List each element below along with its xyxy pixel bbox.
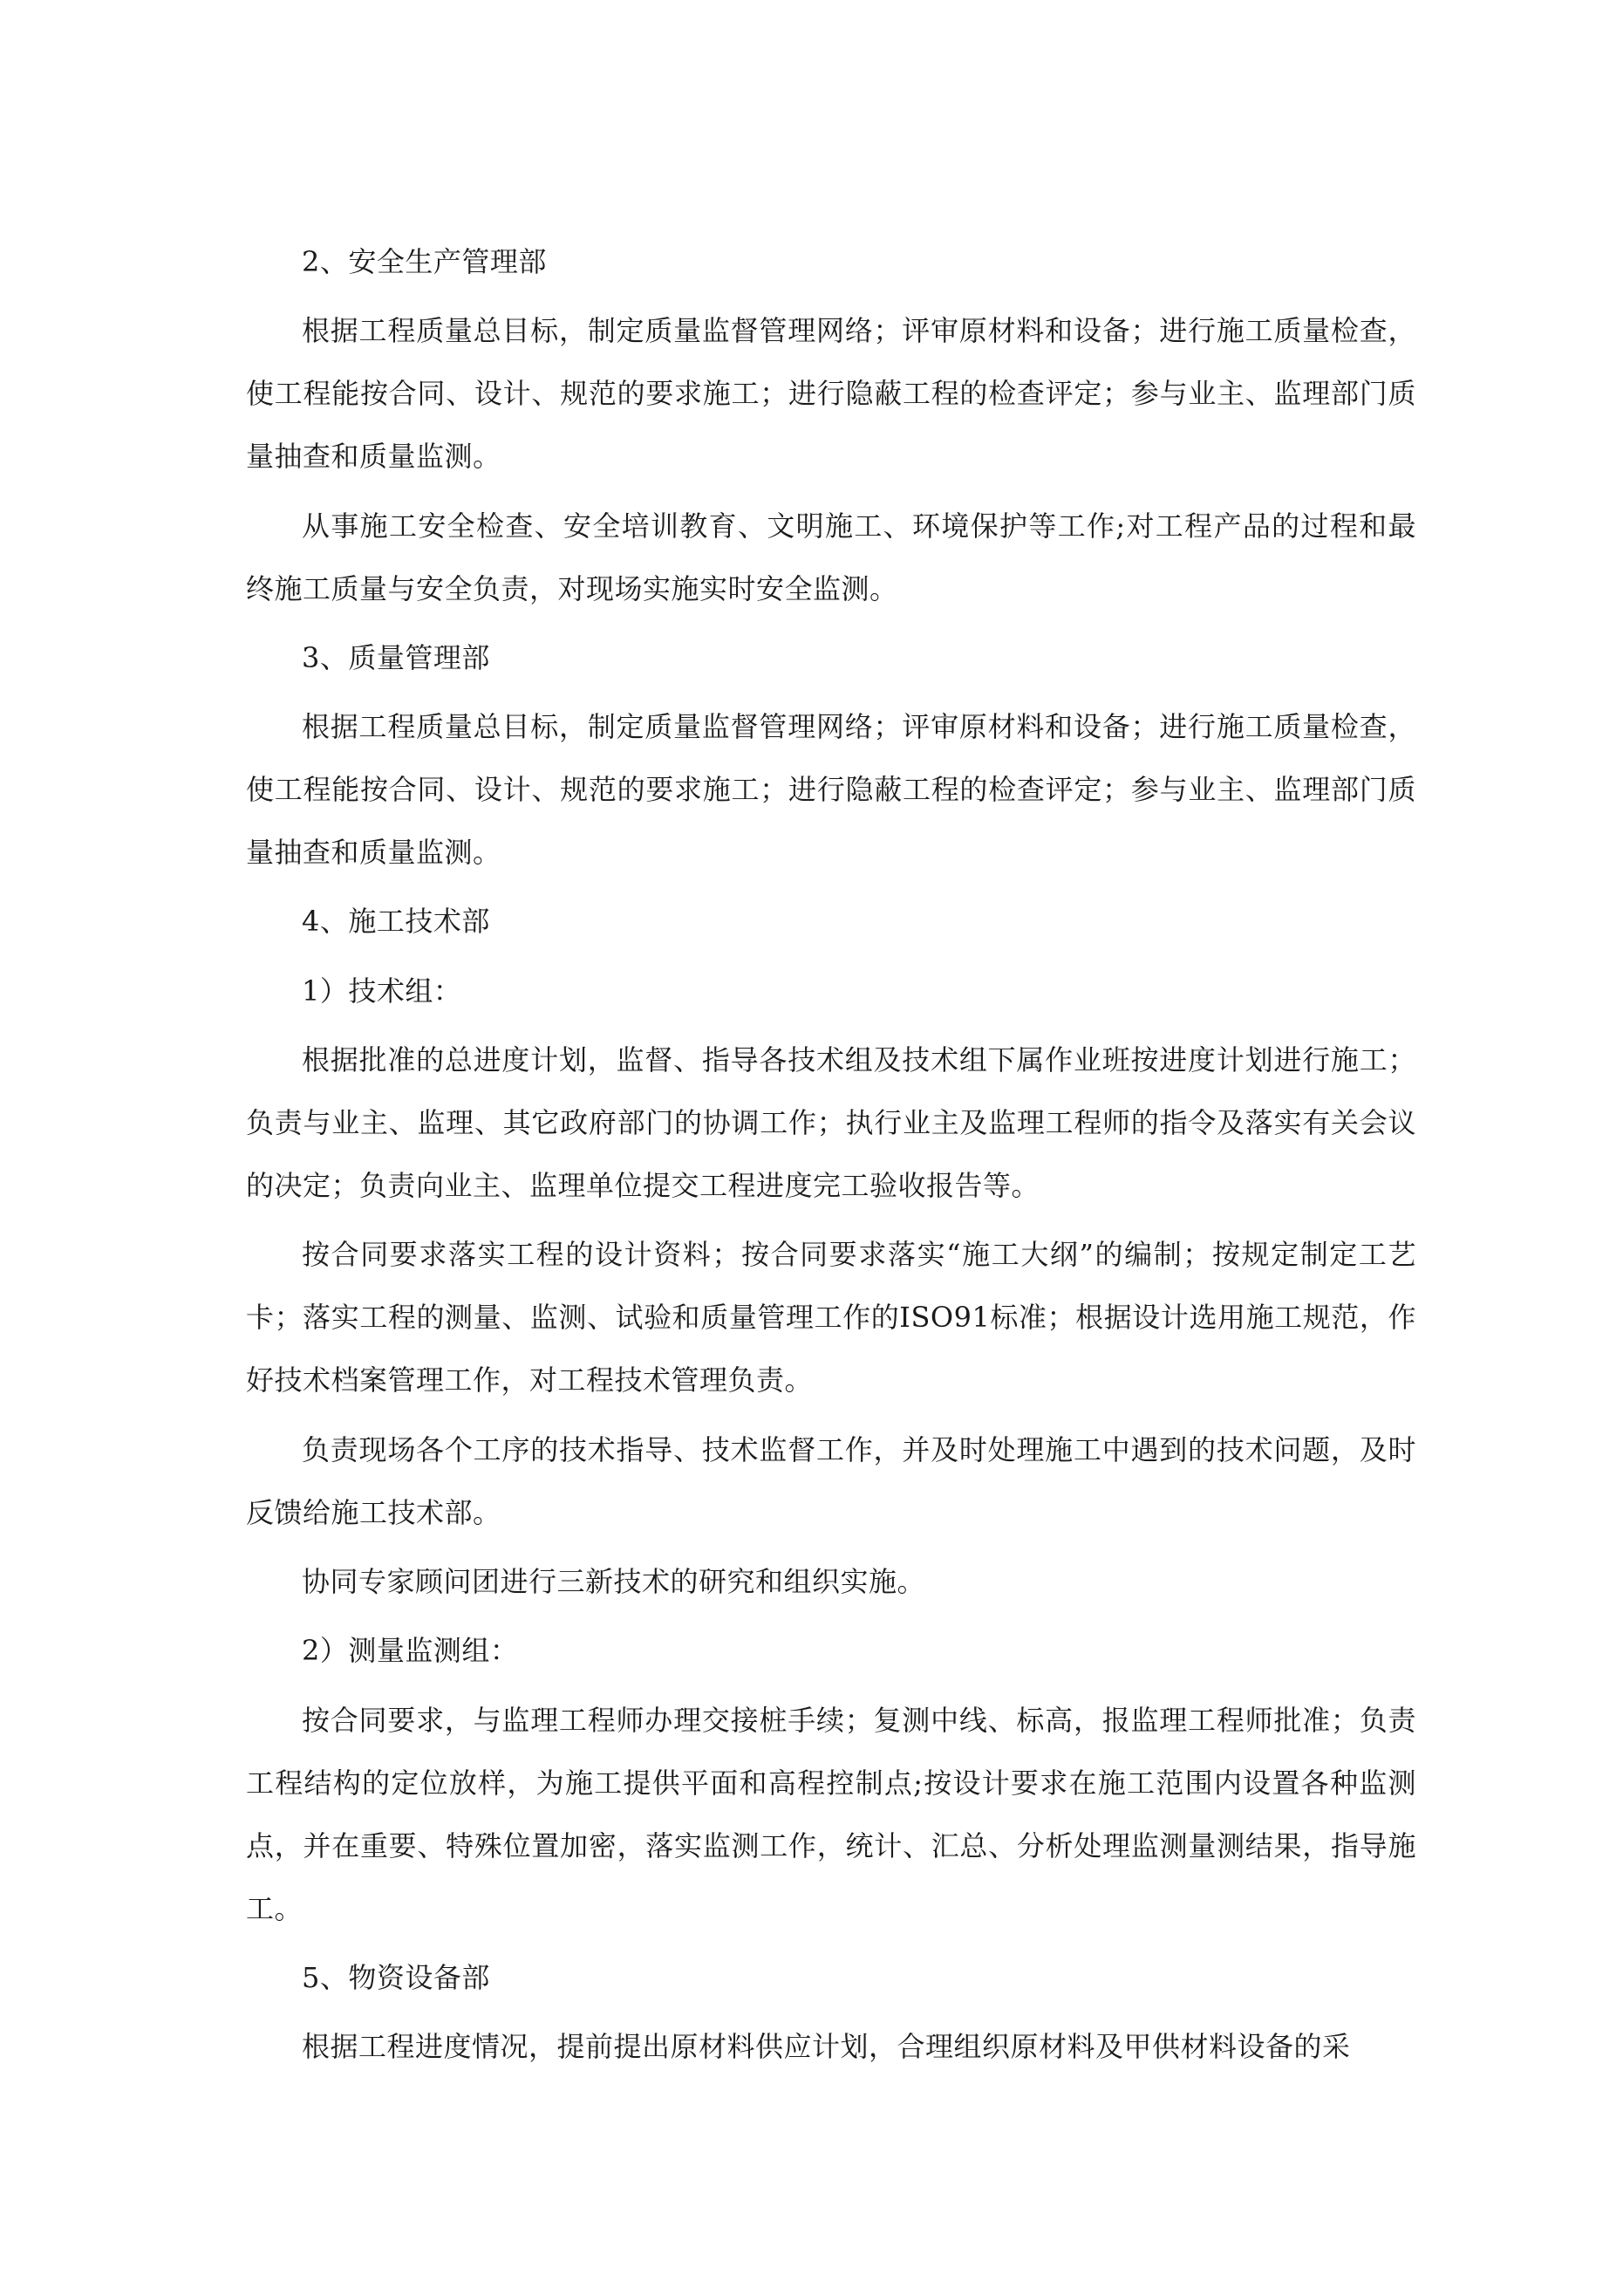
subsection-heading-survey-group: 2）测量监测组： xyxy=(302,1634,519,1668)
document-body xyxy=(246,230,1416,2084)
section-heading-technical: 4、施工技术部 xyxy=(302,905,490,939)
paragraph: 根据工程质量总目标，制定质量监督管理网络；评审原材料和设备；进行施工质量检查，使工程能按合同、设计、规范的要求施工；进行隐蔽工程的检查评定；参与业主、监理部门质量抽查和质量监测。 xyxy=(246,314,1416,474)
paragraph: 按合同要求落实工程的设计资料；按合同要求落实“施工大纲”的编制；按规定制定工艺卡；落实工程的测量、监测、试验和质量管理工作的ISO91标准；根据设计选用施工规范，作好技术档案管理工作，对工程技术管理负责。 xyxy=(246,1238,1416,1397)
section-heading-quality: 3、质量管理部 xyxy=(302,640,490,674)
subsection-heading-tech-group: 1）技术组： xyxy=(302,974,462,1008)
paragraph: 根据工程进度情况，提前提出原材料供应计划，合理组织原材料及甲供材料设备的采 xyxy=(302,2030,1351,2064)
paragraph: 根据批准的总进度计划，监督、指导各技术组及技术组下属作业班按进度计划进行施工；负责与业主、监理、其它政府部门的协调工作；执行业主及监理工程师的指令及落实有关会议的决定；负责向业主、监理单位提交工程进度完工验收报告等。 xyxy=(246,1043,1416,1203)
paragraph: 根据工程质量总目标，制定质量监督管理网络；评审原材料和设备；进行施工质量检查，使工程能按合同、设计、规范的要求施工；进行隐蔽工程的检查评定；参与业主、监理部门质量抽查和质量监测。 xyxy=(246,710,1416,870)
paragraph: 协同专家顾问团进行三新技术的研究和组织实施。 xyxy=(302,1564,926,1598)
paragraph: 按合同要求，与监理工程师办理交接桩手续；复测中线、标高，报监理工程师批准；负责工程结构的定位放样，为施工提供平面和高程控制点;按设计要求在施工范围内设置各种监测点，并在重要、特殊位置加密，落实监测工作，统计、汇总、分析处理监测量测结果，指导施工。 xyxy=(246,1703,1416,1925)
section-heading-safety: 2、安全生产管理部 xyxy=(302,245,547,278)
paragraph: 负责现场各个工序的技术指导、技术监督工作，并及时处理施工中遇到的技术问题，及时反馈给施工技术部。 xyxy=(246,1432,1416,1529)
section-heading-materials: 5、物资设备部 xyxy=(302,1960,490,1994)
paragraph: 从事施工安全检查、安全培训教育、文明施工、环境保护等工作;对工程产品的过程和最终施工质量与安全负责，对现场实施实时安全监测。 xyxy=(246,509,1416,605)
